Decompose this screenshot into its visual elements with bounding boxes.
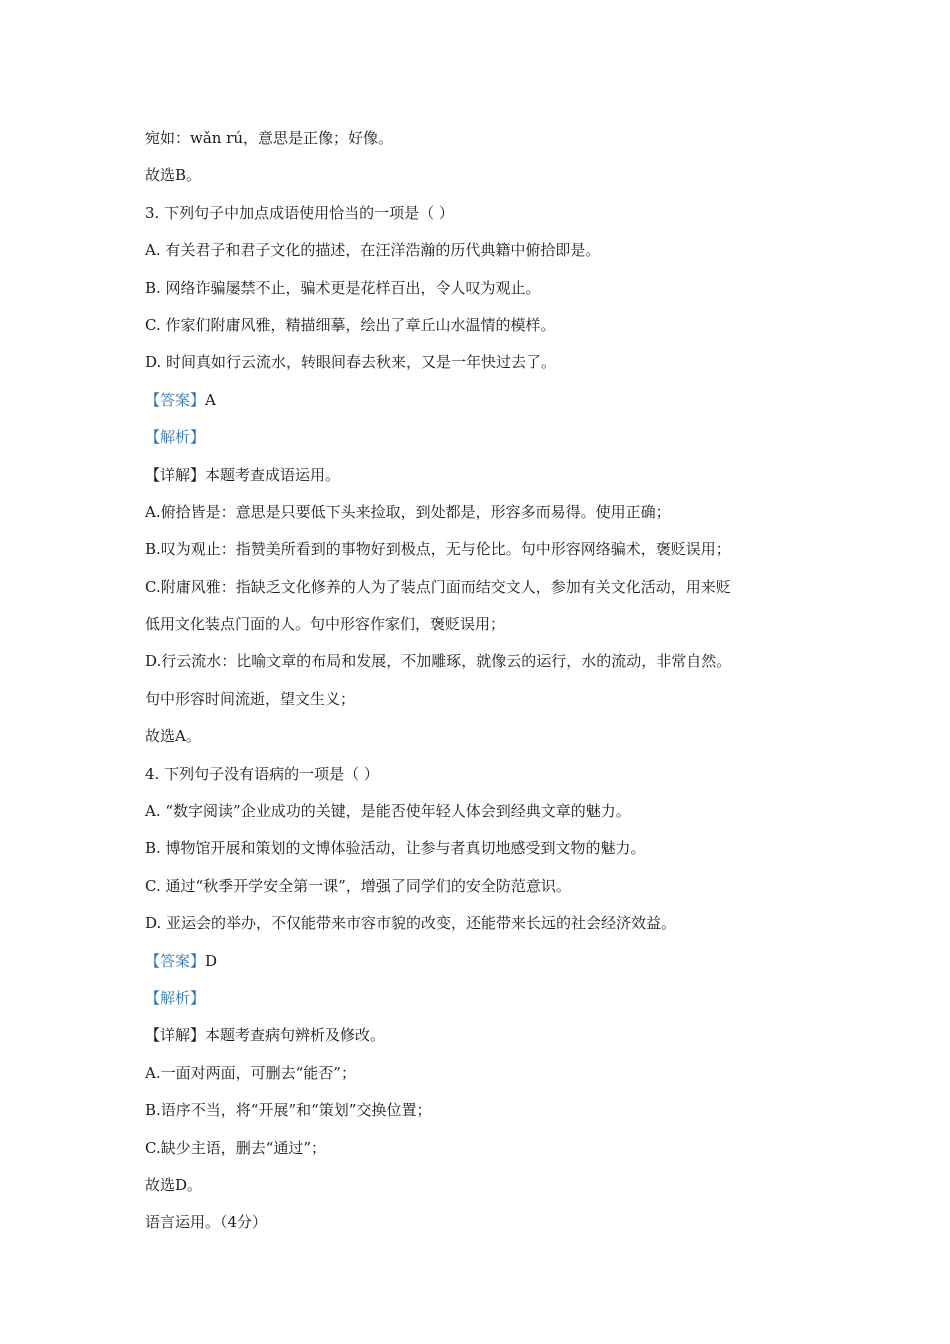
document-body [145, 120, 815, 1242]
analysis-line [145, 980, 815, 1017]
option-a: A. “数字阅读”企业成功的关键，是能否使年轻人体会到经典文章的魅力。 [145, 802, 631, 821]
text-line: 低用文化装点门面的人。句中形容作家们，褒贬误用； [145, 615, 506, 634]
answer-value: A [205, 390, 216, 409]
text-line: 句中形容时间流逝，望文生义； [145, 689, 356, 708]
answer-label: 【答案】 [145, 390, 206, 409]
text-line: 故选D。 [145, 1175, 203, 1194]
answer-line [145, 382, 815, 419]
analysis-line [145, 419, 815, 456]
text-line: 宛如：wǎn rú，意思是正像；好像。 [145, 129, 394, 147]
question-4: 4. 下列句子没有语病的一项是（ ） [145, 764, 379, 783]
option-c: C. 作家们附庸风雅，精描细摹，绘出了章丘山水温情的模样。 [145, 315, 556, 334]
text-line: 故选A。 [145, 727, 201, 746]
option-d: D. 亚运会的举办，不仅能带来市容市貌的改变，还能带来长远的社会经济效益。 [145, 914, 677, 933]
text-line: A.俯拾皆是：意思是只要低下头来捡取，到处都是，形容多而易得。使用正确； [145, 502, 671, 521]
text-line: 故选B。 [145, 166, 202, 185]
analysis-label: 【解析】 [145, 428, 206, 447]
text-line: 【详解】本题考查成语运用。 [145, 465, 341, 484]
text-line: C.附庸风雅：指缺乏文化修养的人为了装点门面而结交文人，参加有关文化活动，用来贬 [145, 577, 731, 596]
option-a: A. 有关君子和君子文化的描述，在汪洋浩瀚的历代典籍中俯拾即是。 [145, 241, 601, 260]
text-line: B.叹为观止：指赞美所看到的事物好到极点，无与伦比。句中形容网络骗术，褒贬误用； [145, 540, 731, 559]
option-c: C. 通过“秋季开学安全第一课”，增强了同学们的安全防范意识。 [145, 876, 571, 895]
option-b: B. 网络诈骗屡禁不止，骗术更是花样百出，令人叹为观止。 [145, 278, 541, 297]
analysis-label: 【解析】 [145, 988, 206, 1007]
text-line: 【详解】本题考查病句辨析及修改。 [145, 1026, 386, 1045]
option-b: B. 博物馆开展和策划的文博体验活动，让参与者真切地感受到文物的魅力。 [145, 839, 646, 858]
answer-label: 【答案】 [145, 951, 206, 970]
text-line: B.语序不当，将“开展”和“策划”交换位置； [145, 1101, 432, 1120]
answer-line [145, 943, 815, 980]
option-d: D. 时间真如行云流水，转眼间春去秋来，又是一年快过去了。 [145, 353, 557, 372]
answer-value: D [205, 951, 218, 970]
text-line: A.一面对两面，可删去“能否”； [145, 1063, 356, 1082]
question-3: 3. 下列句子中加点成语使用恰当的一项是（ ） [145, 203, 454, 222]
text-line: 语言运用。（4分） [145, 1213, 268, 1232]
text-line: C.缺少主语，删去“通过”； [145, 1138, 327, 1157]
text-line: D.行云流水：比喻文章的布局和发展，不加雕琢，就像云的运行，水的流动，非常自然。 [145, 652, 732, 671]
